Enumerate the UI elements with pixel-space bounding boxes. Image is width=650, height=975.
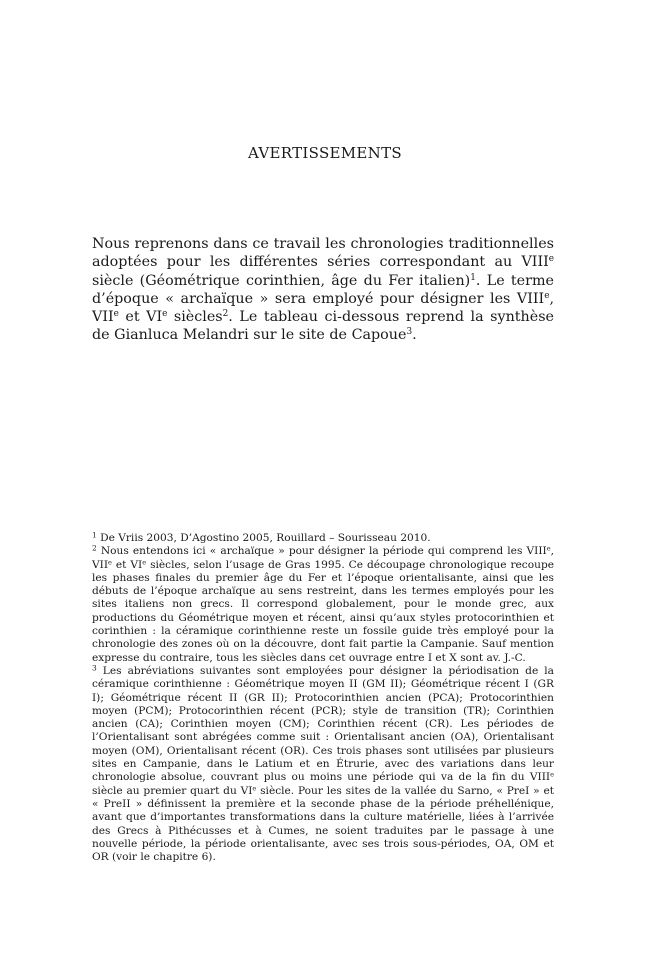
footnote-text: siècles, selon l’usage de Gras 1995. Ce découpage chronologique recoupe les phases finales du premier âge du Fer et l’époque orientalisante, ainsi que les débuts de l’époque archaïque au sens restreint, dans les termes employés pour les sites italiens non grecs. Il correspond globalement, pour le monde grec, aux productions du Géométrique moyen et récent, ainsi qu’aux styles protocorinthien et corinthien : la céramique corinthienne reste un fossile guide très employé pour la chronologie des zones où on la découvre, dont fait partie la Campanie. Sauf mention expresse du contraire, tous les siècles dans cet ouvrage entre I et X sont av. J.-C. bbox=[92, 558, 554, 664]
ordinal-superscript: e bbox=[142, 557, 147, 566]
footnote-text: et VI bbox=[111, 558, 143, 571]
footnote-3 bbox=[92, 665, 554, 864]
footnote-text: , VII bbox=[92, 545, 554, 571]
footnote-text: siècle au premier quart du VI bbox=[92, 784, 253, 797]
footnote-text: Nous entendons ici « archaïque » pour désigner la période qui comprend les VIII bbox=[96, 545, 547, 558]
ordinal-superscript: e bbox=[108, 557, 112, 566]
footnotes bbox=[92, 532, 554, 864]
main-text-4: , VII bbox=[92, 290, 554, 326]
footnote-ref-2[interactable]: 2 bbox=[222, 309, 229, 320]
main-text-3: . Le terme d’époque « archaïque » sera employé pour désigner les VIII bbox=[92, 272, 554, 307]
footnote-number: 1 bbox=[92, 530, 97, 540]
footnote-2 bbox=[92, 545, 554, 665]
footnote-number: 3 bbox=[92, 663, 97, 673]
page-title: AVERTISSEMENTS bbox=[248, 144, 402, 162]
ordinal-superscript: e bbox=[113, 309, 119, 320]
ordinal-superscript: e bbox=[162, 309, 168, 320]
footnote-ref-3[interactable]: 3 bbox=[406, 327, 413, 338]
ordinal-superscript: e bbox=[546, 544, 551, 553]
ordinal-superscript: e bbox=[548, 254, 554, 265]
main-text-1: Nous reprenons dans ce travail les chronologies traditionnelles adoptées pour les différentes séries correspondant au VIII bbox=[92, 236, 554, 271]
footnote-1 bbox=[92, 532, 554, 545]
footnote-text: siècle. Pour les sites de la vallée du Sarno, « PreI » et « PreII » définissent la première et la seconde phase de la période préhellénique, avant que d’importantes transformations dans la culture matérielle, liées à l’arrivée des Grecs à Pithécusses et à Cumes, ne soient traduites par le passage à une nouvelle période, la période orientalisante, avec ses trois sous-périodes, OA, OM et OR (voir le chapitre 6). bbox=[92, 784, 554, 864]
footnote-text: De Vriis 2003, D’Agostino 2005, Rouillard – Sourisseau 2010. bbox=[96, 532, 431, 544]
ordinal-superscript: e bbox=[544, 291, 550, 302]
main-text-5: et VI bbox=[118, 309, 163, 326]
footnote-ref-1[interactable]: 1 bbox=[470, 272, 476, 283]
main-paragraph bbox=[92, 235, 554, 345]
ordinal-superscript: e bbox=[550, 770, 554, 779]
ordinal-superscript: e bbox=[252, 784, 257, 793]
main-text-7: . Le tableau ci-dessous reprend la synthèse de Gianluca Melandri sur le site de Capoue bbox=[92, 309, 554, 344]
main-text-6: siècles bbox=[167, 309, 223, 326]
main-text-8: . bbox=[412, 327, 417, 344]
footnote-number: 2 bbox=[92, 543, 97, 553]
main-text-2: siècle (Géométrique corinthien, âge du Fer italien) bbox=[92, 272, 471, 289]
footnote-text: Les abréviations suivantes sont employées pour désigner la périodisation de la céramique corinthienne : Géométrique moyen II (GM II); Géométrique récent I (GR I); Géométrique récent II (GR II); Protocorinthien ancien (PCA); Protocorinthien moyen (PCM); Protocorinthien récent (PCR); style de transition (TR); Corinthien ancien (CA); Corinthien moyen (CM); Corinthien récent (CR). Les périodes de l’Orientalisant sont abrégées comme suit : Orientalisant ancien (OA), Orientalisant moyen (OM), Orientalisant récent (OR). Ces trois phases sont utilisées par plusieurs sites en Campanie, dans le Latium et en Étrurie, avec des variations dans leur chronologie absolue, couvrant plus ou moins une période qui va de la fin du VIII bbox=[92, 664, 554, 784]
